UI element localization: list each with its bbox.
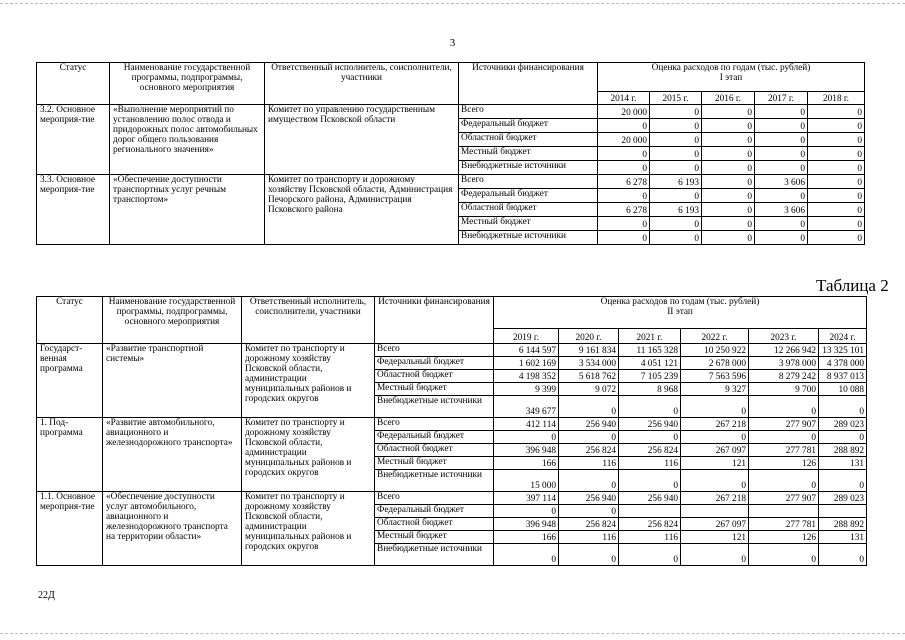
value-cell: 6 193 — [650, 203, 702, 217]
value-cell: 0 — [650, 161, 702, 175]
source-cell: Федеральный бюджет — [375, 505, 494, 518]
value-cell: 0 — [702, 161, 755, 175]
value-cell: 0 — [650, 147, 702, 161]
source-cell: Федеральный бюджет — [459, 119, 598, 133]
value-cell: 0 — [559, 544, 619, 566]
value-cell: 10 250 922 — [681, 344, 749, 357]
source-cell: Внебюджетные источники — [375, 470, 494, 492]
value-cell: 2 678 000 — [681, 357, 749, 370]
name-cell: «Обеспечение доступности услуг автомобильного, авиационного и железнодорожного транспорта на территории области» — [103, 492, 242, 566]
value-cell: 0 — [755, 231, 808, 245]
value-cell: 0 — [559, 431, 619, 444]
scan-edge-top — [0, 3, 905, 4]
status-cell: 3.2. Основное мероприя-тие — [37, 105, 110, 175]
source-cell: Местный бюджет — [459, 147, 598, 161]
value-cell: 0 — [808, 203, 865, 217]
value-cell: 0 — [808, 189, 865, 203]
value-cell: 256 824 — [559, 518, 619, 531]
year-header: 2020 г. — [559, 329, 619, 344]
value-cell: 256 824 — [619, 518, 681, 531]
value-cell: 0 — [755, 189, 808, 203]
value-cell: 166 — [494, 531, 559, 544]
value-cell: 0 — [808, 119, 865, 133]
value-cell: 0 — [702, 147, 755, 161]
value-cell: 397 114 — [494, 492, 559, 505]
source-cell: Федеральный бюджет — [375, 431, 494, 444]
value-cell — [749, 505, 819, 518]
header-estimate — [494, 297, 867, 329]
value-cell: 6 278 — [598, 175, 650, 189]
value-cell: 13 325 101 — [819, 344, 867, 357]
source-cell: Всего — [459, 175, 598, 189]
value-cell: 288 892 — [819, 444, 867, 457]
value-cell: 256 940 — [619, 492, 681, 505]
value-cell: 0 — [702, 105, 755, 119]
value-cell: 289 023 — [819, 492, 867, 505]
name-cell: «Развитие автомобильного, авиационного и железнодорожного транспорта» — [103, 418, 242, 492]
source-cell: Областной бюджет — [375, 444, 494, 457]
value-cell: 0 — [808, 105, 865, 119]
budget-table-stage-2 — [36, 296, 867, 566]
value-cell: 0 — [819, 431, 867, 444]
value-cell: 277 907 — [749, 418, 819, 431]
value-cell: 7 563 596 — [681, 370, 749, 383]
year-header: 2015 г. — [650, 92, 702, 105]
value-cell: 0 — [619, 396, 681, 418]
value-cell: 0 — [619, 544, 681, 566]
table-row — [37, 344, 867, 357]
value-cell: 0 — [681, 396, 749, 418]
source-cell: Федеральный бюджет — [375, 357, 494, 370]
value-cell: 0 — [702, 217, 755, 231]
source-cell: Областной бюджет — [459, 133, 598, 147]
value-cell: 0 — [681, 470, 749, 492]
budget-table-stage-1 — [36, 62, 865, 245]
header-responsible: Ответственный исполнитель, соисполнители, участники — [242, 297, 375, 344]
value-cell: 267 218 — [681, 492, 749, 505]
table-row — [37, 175, 865, 189]
table-row — [37, 418, 867, 431]
value-cell: 267 218 — [681, 418, 749, 431]
value-cell: 0 — [808, 147, 865, 161]
name-cell: «Выполнение мероприятий по установлению полос отвода и придорожных полос автомобильных дорог общего пользования регионального значения» — [110, 105, 265, 175]
year-header: 2023 г. — [749, 329, 819, 344]
value-cell: 9 161 834 — [559, 344, 619, 357]
value-cell: 121 — [681, 457, 749, 470]
stage-label: I этап — [719, 73, 743, 83]
value-cell: 0 — [559, 470, 619, 492]
value-cell: 0 — [650, 105, 702, 119]
value-cell: 0 — [598, 147, 650, 161]
value-cell: 1 602 169 — [494, 357, 559, 370]
header-status: Статус — [37, 297, 103, 344]
value-cell: 116 — [559, 457, 619, 470]
value-cell: 11 165 328 — [619, 344, 681, 357]
value-cell: 0 — [494, 431, 559, 444]
value-cell: 12 266 942 — [749, 344, 819, 357]
header-status: Статус — [37, 63, 110, 105]
value-cell: 121 — [681, 531, 749, 544]
value-cell: 20 000 — [598, 105, 650, 119]
value-cell: 0 — [808, 161, 865, 175]
source-cell: Всего — [459, 105, 598, 119]
responsible-cell: Комитет по управлению государственным имуществом Псковской области — [265, 105, 459, 175]
value-cell: 0 — [494, 544, 559, 566]
value-cell: 131 — [819, 457, 867, 470]
value-cell: 3 606 — [755, 175, 808, 189]
responsible-cell: Комитет по транспорту и дорожному хозяйству Псковской области, администрации муниципальных районов и городских округов — [242, 418, 375, 492]
value-cell: 0 — [702, 231, 755, 245]
value-cell: 0 — [755, 161, 808, 175]
value-cell: 20 000 — [598, 133, 650, 147]
source-cell: Областной бюджет — [375, 370, 494, 383]
table-row — [37, 492, 867, 505]
status-cell: 1. Под-программа — [37, 418, 103, 492]
value-cell: 126 — [749, 531, 819, 544]
value-cell: 0 — [494, 505, 559, 518]
source-cell: Внебюджетные источники — [375, 544, 494, 566]
name-cell: «Обеспечение доступности транспортных услуг речным транспортом» — [110, 175, 265, 245]
source-cell: Областной бюджет — [375, 518, 494, 531]
page-number: 3 — [449, 37, 456, 49]
value-cell: 267 097 — [681, 444, 749, 457]
footer-code: 22Д — [38, 590, 55, 601]
responsible-cell: Комитет по транспорту и дорожному хозяйству Псковской области, администрации муниципальных районов и городских округов — [242, 492, 375, 566]
value-cell: 6 144 597 — [494, 344, 559, 357]
value-cell: 349 677 — [494, 396, 559, 418]
value-cell: 8 968 — [619, 383, 681, 396]
header-name: Наименование государственной программы, подпрограммы, основного мероприятия — [110, 63, 265, 105]
value-cell: 0 — [650, 133, 702, 147]
value-cell: 0 — [619, 431, 681, 444]
value-cell: 0 — [702, 175, 755, 189]
source-cell: Местный бюджет — [375, 531, 494, 544]
value-cell: 0 — [819, 396, 867, 418]
value-cell: 0 — [808, 217, 865, 231]
value-cell — [681, 505, 749, 518]
value-cell: 8 937 013 — [819, 370, 867, 383]
source-cell: Внебюджетные источники — [459, 161, 598, 175]
value-cell: 166 — [494, 457, 559, 470]
value-cell: 0 — [598, 189, 650, 203]
year-header: 2021 г. — [619, 329, 681, 344]
value-cell: 3 606 — [755, 203, 808, 217]
value-cell: 267 097 — [681, 518, 749, 531]
value-cell: 0 — [559, 505, 619, 518]
value-cell: 256 940 — [559, 492, 619, 505]
value-cell: 0 — [755, 119, 808, 133]
value-cell: 0 — [559, 396, 619, 418]
value-cell: 256 940 — [619, 418, 681, 431]
value-cell: 256 940 — [559, 418, 619, 431]
value-cell: 0 — [808, 133, 865, 147]
value-cell: 0 — [702, 133, 755, 147]
value-cell: 116 — [619, 457, 681, 470]
source-cell: Всего — [375, 492, 494, 505]
value-cell: 0 — [808, 231, 865, 245]
value-cell: 0 — [749, 544, 819, 566]
value-cell: 0 — [749, 470, 819, 492]
source-cell: Местный бюджет — [459, 217, 598, 231]
value-cell: 277 781 — [749, 444, 819, 457]
source-cell: Внебюджетные источники — [375, 396, 494, 418]
status-cell: 1.1. Основное мероприя-тие — [37, 492, 103, 566]
value-cell: 9 399 — [494, 383, 559, 396]
year-header: 2016 г. — [702, 92, 755, 105]
value-cell: 0 — [650, 119, 702, 133]
value-cell: 256 824 — [619, 444, 681, 457]
source-cell: Всего — [375, 418, 494, 431]
year-header: 2018 г. — [808, 92, 865, 105]
value-cell: 289 023 — [819, 418, 867, 431]
value-cell: 10 088 — [819, 383, 867, 396]
value-cell: 9 072 — [559, 383, 619, 396]
stage-label: II этап — [667, 307, 693, 317]
status-cell: Государст-венная программа — [37, 344, 103, 418]
value-cell: 116 — [619, 531, 681, 544]
source-cell: Всего — [375, 344, 494, 357]
value-cell: 6 193 — [650, 175, 702, 189]
value-cell: 0 — [755, 147, 808, 161]
source-cell: Местный бюджет — [375, 383, 494, 396]
value-cell: 412 114 — [494, 418, 559, 431]
value-cell: 0 — [598, 217, 650, 231]
value-cell — [619, 505, 681, 518]
value-cell: 0 — [619, 470, 681, 492]
status-cell: 3.3. Основное мероприя-тие — [37, 175, 110, 245]
year-header: 2024 г. — [819, 329, 867, 344]
year-header: 2022 г. — [681, 329, 749, 344]
header-sources: Источники финансирования — [375, 297, 494, 344]
value-cell — [819, 505, 867, 518]
year-header: 2014 г. — [598, 92, 650, 105]
value-cell: 288 892 — [819, 518, 867, 531]
header-sources: Источники финансирования — [459, 63, 598, 105]
estimate-title: Оценка расходов по годам (тыс. рублей) — [651, 63, 811, 73]
value-cell: 0 — [755, 105, 808, 119]
value-cell: 4 051 121 — [619, 357, 681, 370]
value-cell: 0 — [681, 431, 749, 444]
value-cell: 0 — [598, 231, 650, 245]
value-cell: 5 618 762 — [559, 370, 619, 383]
table-2-title: Таблица 2 — [816, 276, 889, 295]
value-cell: 4 378 000 — [819, 357, 867, 370]
value-cell: 0 — [749, 431, 819, 444]
value-cell: 4 198 352 — [494, 370, 559, 383]
value-cell: 8 279 242 — [749, 370, 819, 383]
value-cell: 0 — [819, 470, 867, 492]
value-cell: 3 978 000 — [749, 357, 819, 370]
year-header: 2019 г. — [494, 329, 559, 344]
value-cell: 0 — [755, 133, 808, 147]
value-cell: 277 907 — [749, 492, 819, 505]
value-cell: 0 — [702, 203, 755, 217]
value-cell: 396 948 — [494, 444, 559, 457]
value-cell: 277 781 — [749, 518, 819, 531]
header-row — [37, 297, 867, 329]
value-cell: 396 948 — [494, 518, 559, 531]
value-cell: 131 — [819, 531, 867, 544]
header-name: Наименование государственной программы, подпрограммы, основного мероприятия — [103, 297, 242, 344]
value-cell: 15 000 — [494, 470, 559, 492]
value-cell: 126 — [749, 457, 819, 470]
table-row — [37, 105, 865, 119]
value-cell: 6 278 — [598, 203, 650, 217]
year-header: 2017 г. — [755, 92, 808, 105]
value-cell: 0 — [702, 119, 755, 133]
value-cell: 0 — [650, 231, 702, 245]
responsible-cell: Комитет по транспорту и дорожному хозяйству Псковской области, Администрация Печорского района, Администрация Псковского района — [265, 175, 459, 245]
source-cell: Внебюджетные источники — [459, 231, 598, 245]
source-cell: Местный бюджет — [375, 457, 494, 470]
value-cell: 0 — [755, 217, 808, 231]
scan-edge-bottom — [0, 633, 905, 634]
value-cell: 9 327 — [681, 383, 749, 396]
source-cell: Федеральный бюджет — [459, 189, 598, 203]
header-responsible: Ответственный исполнитель, соисполнители, участники — [265, 63, 459, 105]
source-cell: Областной бюджет — [459, 203, 598, 217]
name-cell: «Развитие транспортной системы» — [103, 344, 242, 418]
responsible-cell: Комитет по транспорту и дорожному хозяйству Псковской области, администрации муниципальных районов и городских округов — [242, 344, 375, 418]
value-cell: 9 700 — [749, 383, 819, 396]
value-cell: 0 — [650, 189, 702, 203]
header-estimate — [598, 63, 865, 92]
value-cell: 116 — [559, 531, 619, 544]
value-cell: 3 534 000 — [559, 357, 619, 370]
value-cell: 0 — [702, 189, 755, 203]
value-cell: 0 — [650, 217, 702, 231]
value-cell: 7 105 239 — [619, 370, 681, 383]
value-cell: 0 — [598, 119, 650, 133]
header-row — [37, 63, 865, 92]
value-cell: 0 — [598, 161, 650, 175]
value-cell: 0 — [819, 544, 867, 566]
value-cell: 256 824 — [559, 444, 619, 457]
value-cell: 0 — [808, 175, 865, 189]
value-cell: 0 — [681, 544, 749, 566]
estimate-title: Оценка расходов по годам (тыс. рублей) — [600, 297, 760, 307]
value-cell: 0 — [749, 396, 819, 418]
